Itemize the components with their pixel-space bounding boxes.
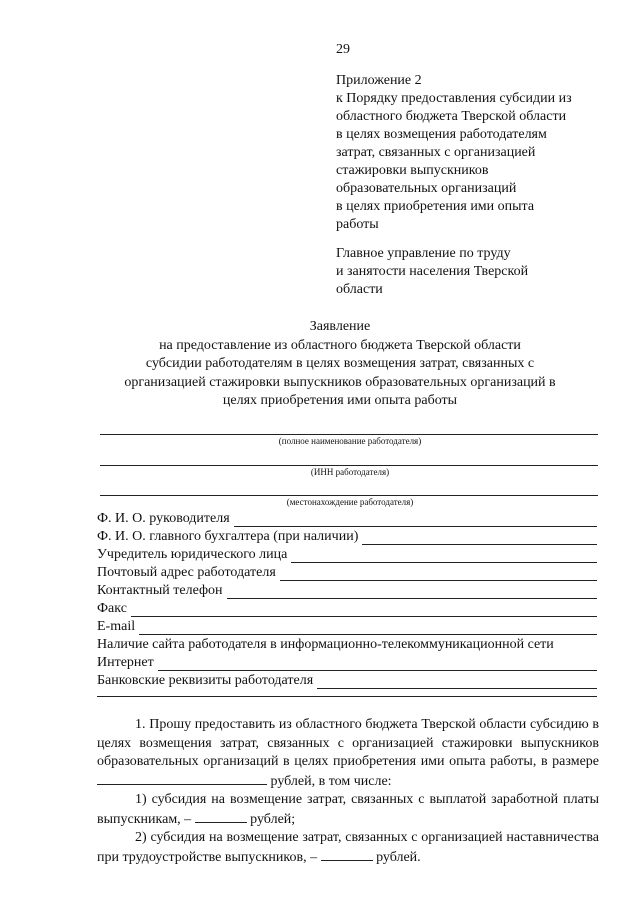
- fax-input-line[interactable]: [131, 603, 597, 617]
- employer-name-line[interactable]: [100, 434, 598, 435]
- website-input-line[interactable]: [158, 657, 597, 671]
- appendix-line: работы: [336, 217, 379, 232]
- bank-extra-line[interactable]: [97, 696, 597, 697]
- website-label-cont: Интернет: [97, 655, 154, 670]
- amount-total-blank[interactable]: [97, 772, 267, 785]
- mentoring-subsidy-unit: рублей.: [376, 849, 421, 865]
- email-input-line[interactable]: [139, 621, 597, 635]
- website-field-line1: [97, 635, 554, 653]
- bank-label: Банковские реквизиты работодателя: [97, 673, 314, 688]
- inn-caption: (ИНН работодателя): [310, 467, 390, 477]
- phone-label: Контактный телефон: [97, 583, 223, 598]
- title-line: субсидии работодателям в целях возмещения затрат, связанных с: [145, 356, 535, 371]
- director-label: Ф. И. О. руководителя: [97, 511, 230, 526]
- founder-field: [97, 545, 597, 563]
- accountant-label: Ф. И. О. главного бухгалтера (при наличии): [97, 529, 359, 544]
- director-input-line[interactable]: [234, 513, 597, 527]
- website-label: Наличие сайта работодателя в информационно-телекоммуникационной сети: [97, 637, 554, 652]
- title-line: организацией стажировки выпускников образовательных организаций в: [124, 374, 556, 390]
- website-field-line2: [97, 653, 597, 671]
- employer-name-caption: (полное наименование работодателя): [278, 436, 422, 446]
- appendix-line: в целях приобретения ими опыта: [336, 199, 535, 214]
- salary-subsidy-paragraph: [97, 791, 599, 829]
- director-field: [97, 509, 597, 527]
- addressee-line: и занятости населения Тверской: [336, 264, 529, 279]
- postal-field: [97, 563, 597, 581]
- salary-subsidy-unit: рублей;: [250, 811, 296, 827]
- request-paragraph: [97, 716, 599, 791]
- document-title: [90, 318, 590, 411]
- addressee-block: [336, 245, 528, 299]
- bank-field: [97, 671, 597, 689]
- request-text: 1. Прошу предоставить из областного бюджета Тверской области субсидию в целях возмещения затрат, связанных с организацией стажировки выпускников образовательных организаций в целях приобретения ими опыта работы, в размере: [97, 717, 599, 769]
- addressee-line: области: [336, 282, 383, 297]
- appendix-line: в целях возмещения работодателям: [336, 127, 547, 142]
- appendix-line: к Порядку предоставления субсидии из: [336, 91, 572, 106]
- postal-label: Почтовый адрес работодателя: [97, 565, 276, 580]
- founder-label: Учредитель юридического лица: [97, 547, 288, 562]
- salary-subsidy-text: 1) субсидия на возмещение затрат, связанных с выплатой заработной платы выпускникам, –: [97, 792, 599, 827]
- location-caption: (местонахождение работодателя): [286, 497, 414, 507]
- request-body: [97, 716, 599, 867]
- fax-label: Факс: [97, 601, 127, 616]
- inn-line[interactable]: [100, 465, 598, 466]
- mentoring-subsidy-text: 2) субсидия на возмещение затрат, связанных с организацией наставничества при трудоустройстве выпускников, –: [97, 830, 599, 865]
- amount-salary-blank[interactable]: [195, 810, 247, 823]
- appendix-line: Приложение 2: [336, 73, 422, 88]
- accountant-input-line[interactable]: [362, 531, 597, 545]
- accountant-field: [97, 527, 597, 545]
- appendix-line: затрат, связанных с организацией: [336, 145, 536, 160]
- phone-input-line[interactable]: [227, 585, 597, 599]
- email-field: [97, 617, 597, 635]
- founder-input-line[interactable]: [291, 549, 597, 563]
- mentoring-subsidy-paragraph: [97, 829, 599, 867]
- amount-mentoring-blank[interactable]: [321, 848, 373, 861]
- email-label: E-mail: [97, 619, 136, 634]
- title-line: на предоставление из областного бюджета Тверской области: [159, 337, 521, 353]
- appendix-line: образовательных организаций: [336, 181, 517, 196]
- phone-field: [97, 581, 597, 599]
- page-number: 29: [336, 42, 350, 57]
- bank-input-line[interactable]: [317, 675, 597, 689]
- title-heading: Заявление: [309, 319, 371, 334]
- appendix-header: [336, 72, 572, 234]
- addressee-line: Главное управление по труду: [336, 246, 511, 261]
- appendix-line: областного бюджета Тверской области: [336, 109, 567, 124]
- title-line: целях приобретения ими опыта работы: [222, 393, 458, 408]
- location-line[interactable]: [100, 495, 598, 496]
- postal-input-line[interactable]: [280, 567, 597, 581]
- appendix-line: стажировки выпускников: [336, 163, 489, 178]
- fax-field: [97, 599, 597, 617]
- request-text-end: рублей, в том числе:: [270, 773, 392, 789]
